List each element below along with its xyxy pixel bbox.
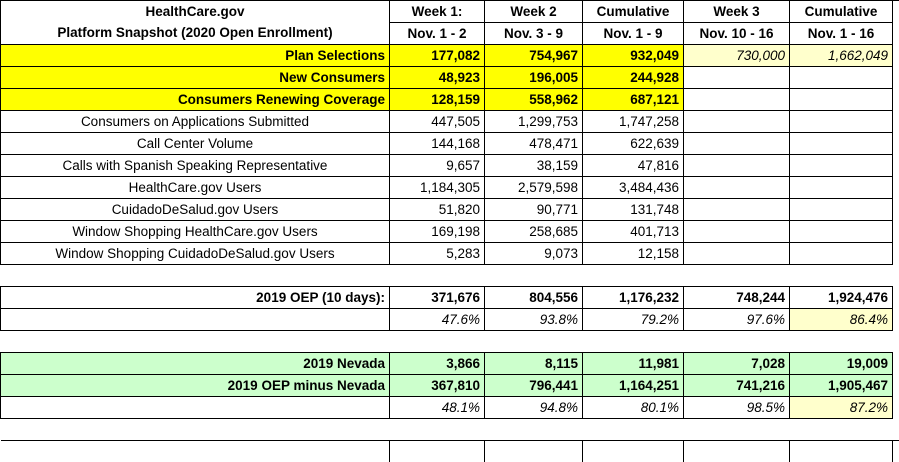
cell-applications-cum16	[790, 111, 893, 133]
cell-oepminusnv-cum9: 1,164,251	[583, 375, 684, 397]
cell-plan-selections-week3: 730,000	[684, 45, 790, 67]
table-row	[1, 199, 899, 221]
cell-renewing-week1: 128,159	[390, 89, 485, 111]
cell-plan-selections-week2: 754,967	[485, 45, 583, 67]
table-row	[1, 375, 899, 397]
cell-spanish-cum9: 47,816	[583, 155, 684, 177]
cell-wshc-week2: 258,685	[485, 221, 583, 243]
spacer-cell	[583, 419, 684, 441]
spacer-cell	[684, 331, 790, 353]
column-header-3-line2: Nov. 1 - 9	[583, 23, 684, 45]
spacer-cell	[390, 331, 485, 353]
column-header-3-line1: Cumulative	[583, 1, 684, 23]
cell-new-consumers-week1: 48,923	[390, 67, 485, 89]
cell-new-consumers-week2: 196,005	[485, 67, 583, 89]
spacer-cell	[390, 265, 485, 287]
cell-oepminusnv-week2: 796,441	[485, 375, 583, 397]
tail-cell	[893, 375, 899, 397]
column-header-1-line2: Nov. 1 - 2	[390, 23, 485, 45]
spacer-cell	[1, 331, 390, 353]
bottom-cell-label	[1, 441, 390, 462]
cell-plan-selections-week1: 177,082	[390, 45, 485, 67]
table-row	[1, 397, 899, 419]
spacer-row	[1, 265, 899, 287]
spacer-cell	[684, 419, 790, 441]
row-label-healthcare-users: HealthCare.gov Users	[1, 177, 390, 199]
row-label-cuidado-users: CuidadoDeSalud.gov Users	[1, 199, 390, 221]
cell-hcusers-week3	[684, 177, 790, 199]
bottom-cell-2	[485, 441, 583, 462]
cell-oep-cum16: 1,924,476	[790, 287, 893, 309]
table-row	[1, 133, 899, 155]
cell-oepminusnv-week1: 367,810	[390, 375, 485, 397]
cell-nevada-week1: 3,866	[390, 353, 485, 375]
cell-wscds-week1: 5,283	[390, 243, 485, 265]
tail-cell	[893, 441, 899, 462]
cell-spanish-week1: 9,657	[390, 155, 485, 177]
cell-oep-cum9: 1,176,232	[583, 287, 684, 309]
row-label-new-consumers: New Consumers	[1, 67, 390, 89]
tail-cell	[893, 89, 899, 111]
table-header-row-1	[1, 1, 899, 23]
cell-callcenter-week2: 478,471	[485, 133, 583, 155]
cell-callcenter-week3	[684, 133, 790, 155]
cell-wscds-week3	[684, 243, 790, 265]
cell-plan-selections-cum9: 932,049	[583, 45, 684, 67]
table-row	[1, 67, 899, 89]
row-label-spanish-calls: Calls with Spanish Speaking Representative	[1, 155, 390, 177]
tail-cell	[893, 111, 899, 133]
cell-callcenter-cum9: 622,639	[583, 133, 684, 155]
tail-cell	[893, 23, 899, 45]
cell-oep-week1: 371,676	[390, 287, 485, 309]
tail-cell	[893, 243, 899, 265]
cell-wshc-cum16	[790, 221, 893, 243]
column-header-2-line2: Nov. 3 - 9	[485, 23, 583, 45]
tail-cell	[893, 287, 899, 309]
cell-nevada-cum9: 11,981	[583, 353, 684, 375]
cell-plan-selections-cum16: 1,662,049	[790, 45, 893, 67]
cell-nv-pct-week2: 94.8%	[485, 397, 583, 419]
cell-wshc-week3	[684, 221, 790, 243]
cell-oep-pct-week1: 47.6%	[390, 309, 485, 331]
spacer-cell	[485, 419, 583, 441]
cell-oep-pct-week2: 93.8%	[485, 309, 583, 331]
cell-new-consumers-week3	[684, 67, 790, 89]
spacer-cell	[583, 265, 684, 287]
cell-oep-pct-week3: 97.6%	[684, 309, 790, 331]
table-row	[1, 287, 899, 309]
tail-cell	[893, 353, 899, 375]
cell-cdsusers-week1: 51,820	[390, 199, 485, 221]
tail-cell	[893, 221, 899, 243]
spacer-cell	[893, 331, 899, 353]
row-label-call-center-volume: Call Center Volume	[1, 133, 390, 155]
cell-wscds-cum9: 12,158	[583, 243, 684, 265]
table-row	[1, 243, 899, 265]
spacer-cell	[583, 331, 684, 353]
cell-spanish-cum16	[790, 155, 893, 177]
column-header-4-line2: Nov. 10 - 16	[684, 23, 790, 45]
column-header-4-line1: Week 3	[684, 1, 790, 23]
spacer-cell	[485, 265, 583, 287]
row-label-plan-selections: Plan Selections	[1, 45, 390, 67]
cell-applications-cum9: 1,747,258	[583, 111, 684, 133]
cell-hcusers-cum16	[790, 177, 893, 199]
cell-oepminusnv-cum16: 1,905,467	[790, 375, 893, 397]
tail-cell	[893, 67, 899, 89]
cell-applications-week3	[684, 111, 790, 133]
cell-new-consumers-cum16	[790, 67, 893, 89]
spacer-cell	[390, 419, 485, 441]
row-label-oep-minus-nevada: 2019 OEP minus Nevada	[1, 375, 390, 397]
cell-cdsusers-cum16	[790, 199, 893, 221]
cell-hcusers-week2: 2,579,598	[485, 177, 583, 199]
tail-cell	[893, 1, 899, 23]
table-row	[1, 45, 899, 67]
column-header-2-line1: Week 2	[485, 1, 583, 23]
table-title-line1: HealthCare.gov	[1, 1, 390, 23]
table-row	[1, 221, 899, 243]
cell-cdsusers-week2: 90,771	[485, 199, 583, 221]
cell-wscds-week2: 9,073	[485, 243, 583, 265]
spacer-cell	[790, 331, 893, 353]
table-row	[1, 89, 899, 111]
column-header-5-line1: Cumulative	[790, 1, 893, 23]
spacer-cell	[1, 419, 390, 441]
spacer-cell	[485, 331, 583, 353]
tail-cell	[893, 155, 899, 177]
cell-hcusers-cum9: 3,484,436	[583, 177, 684, 199]
tail-cell	[893, 199, 899, 221]
spacer-cell	[790, 419, 893, 441]
table-title-line2: Platform Snapshot (2020 Open Enrollment)	[1, 23, 390, 45]
spacer-cell	[893, 265, 899, 287]
bottom-cell-1	[390, 441, 485, 462]
row-label-window-shopping-healthcare: Window Shopping HealthCare.gov Users	[1, 221, 390, 243]
spacer-cell	[684, 265, 790, 287]
cell-renewing-week3	[684, 89, 790, 111]
cell-oep-week3: 748,244	[684, 287, 790, 309]
cell-spanish-week2: 38,159	[485, 155, 583, 177]
column-header-5-line2: Nov. 1 - 16	[790, 23, 893, 45]
cell-nevada-cum16: 19,009	[790, 353, 893, 375]
tail-cell	[893, 133, 899, 155]
cell-oepminusnv-week3: 741,216	[684, 375, 790, 397]
row-label-oep-percent	[1, 309, 390, 331]
cell-callcenter-cum16	[790, 133, 893, 155]
cell-wshc-cum9: 401,713	[583, 221, 684, 243]
cell-applications-week2: 1,299,753	[485, 111, 583, 133]
cell-renewing-cum9: 687,121	[583, 89, 684, 111]
table-row	[1, 353, 899, 375]
cell-cdsusers-cum9: 131,748	[583, 199, 684, 221]
spacer-cell	[893, 419, 899, 441]
spacer-cell	[1, 265, 390, 287]
cell-nevada-week3: 7,028	[684, 353, 790, 375]
cell-hcusers-week1: 1,184,305	[390, 177, 485, 199]
cell-nv-pct-week1: 48.1%	[390, 397, 485, 419]
tail-cell	[893, 309, 899, 331]
bottom-cell-3	[583, 441, 684, 462]
spacer-cell	[790, 265, 893, 287]
table-row	[1, 177, 899, 199]
cell-spanish-week3	[684, 155, 790, 177]
cell-renewing-cum16	[790, 89, 893, 111]
bottom-cell-4	[684, 441, 790, 462]
bottom-partial-row	[1, 441, 899, 462]
row-label-window-shopping-cuidado: Window Shopping CuidadoDeSalud.gov Users	[1, 243, 390, 265]
cell-oep-week2: 804,556	[485, 287, 583, 309]
cell-nv-pct-cum16: 87.2%	[790, 397, 893, 419]
cell-applications-week1: 447,505	[390, 111, 485, 133]
cell-nv-pct-cum9: 80.1%	[583, 397, 684, 419]
row-label-nevada-percent	[1, 397, 390, 419]
table-row	[1, 309, 899, 331]
cell-nevada-week2: 8,115	[485, 353, 583, 375]
column-header-1-line1: Week 1:	[390, 1, 485, 23]
bottom-spacer-row	[1, 419, 899, 441]
cell-callcenter-week1: 144,168	[390, 133, 485, 155]
spacer-row	[1, 331, 899, 353]
tail-cell	[893, 177, 899, 199]
cell-oep-pct-cum16: 86.4%	[790, 309, 893, 331]
cell-wshc-week1: 169,198	[390, 221, 485, 243]
bottom-cell-5	[790, 441, 893, 462]
tail-cell	[893, 397, 899, 419]
tail-cell	[893, 45, 899, 67]
cell-nv-pct-week3: 98.5%	[684, 397, 790, 419]
table-row	[1, 111, 899, 133]
cell-new-consumers-cum9: 244,928	[583, 67, 684, 89]
row-label-2019-nevada: 2019 Nevada	[1, 353, 390, 375]
table-row	[1, 155, 899, 177]
cell-wscds-cum16	[790, 243, 893, 265]
row-label-applications-submitted: Consumers on Applications Submitted	[1, 111, 390, 133]
table-header-row-2	[1, 23, 899, 45]
row-label-consumers-renewing: Consumers Renewing Coverage	[1, 89, 390, 111]
row-label-2019-oep: 2019 OEP (10 days):	[1, 287, 390, 309]
cell-renewing-week2: 558,962	[485, 89, 583, 111]
cell-oep-pct-cum9: 79.2%	[583, 309, 684, 331]
cell-cdsusers-week3	[684, 199, 790, 221]
